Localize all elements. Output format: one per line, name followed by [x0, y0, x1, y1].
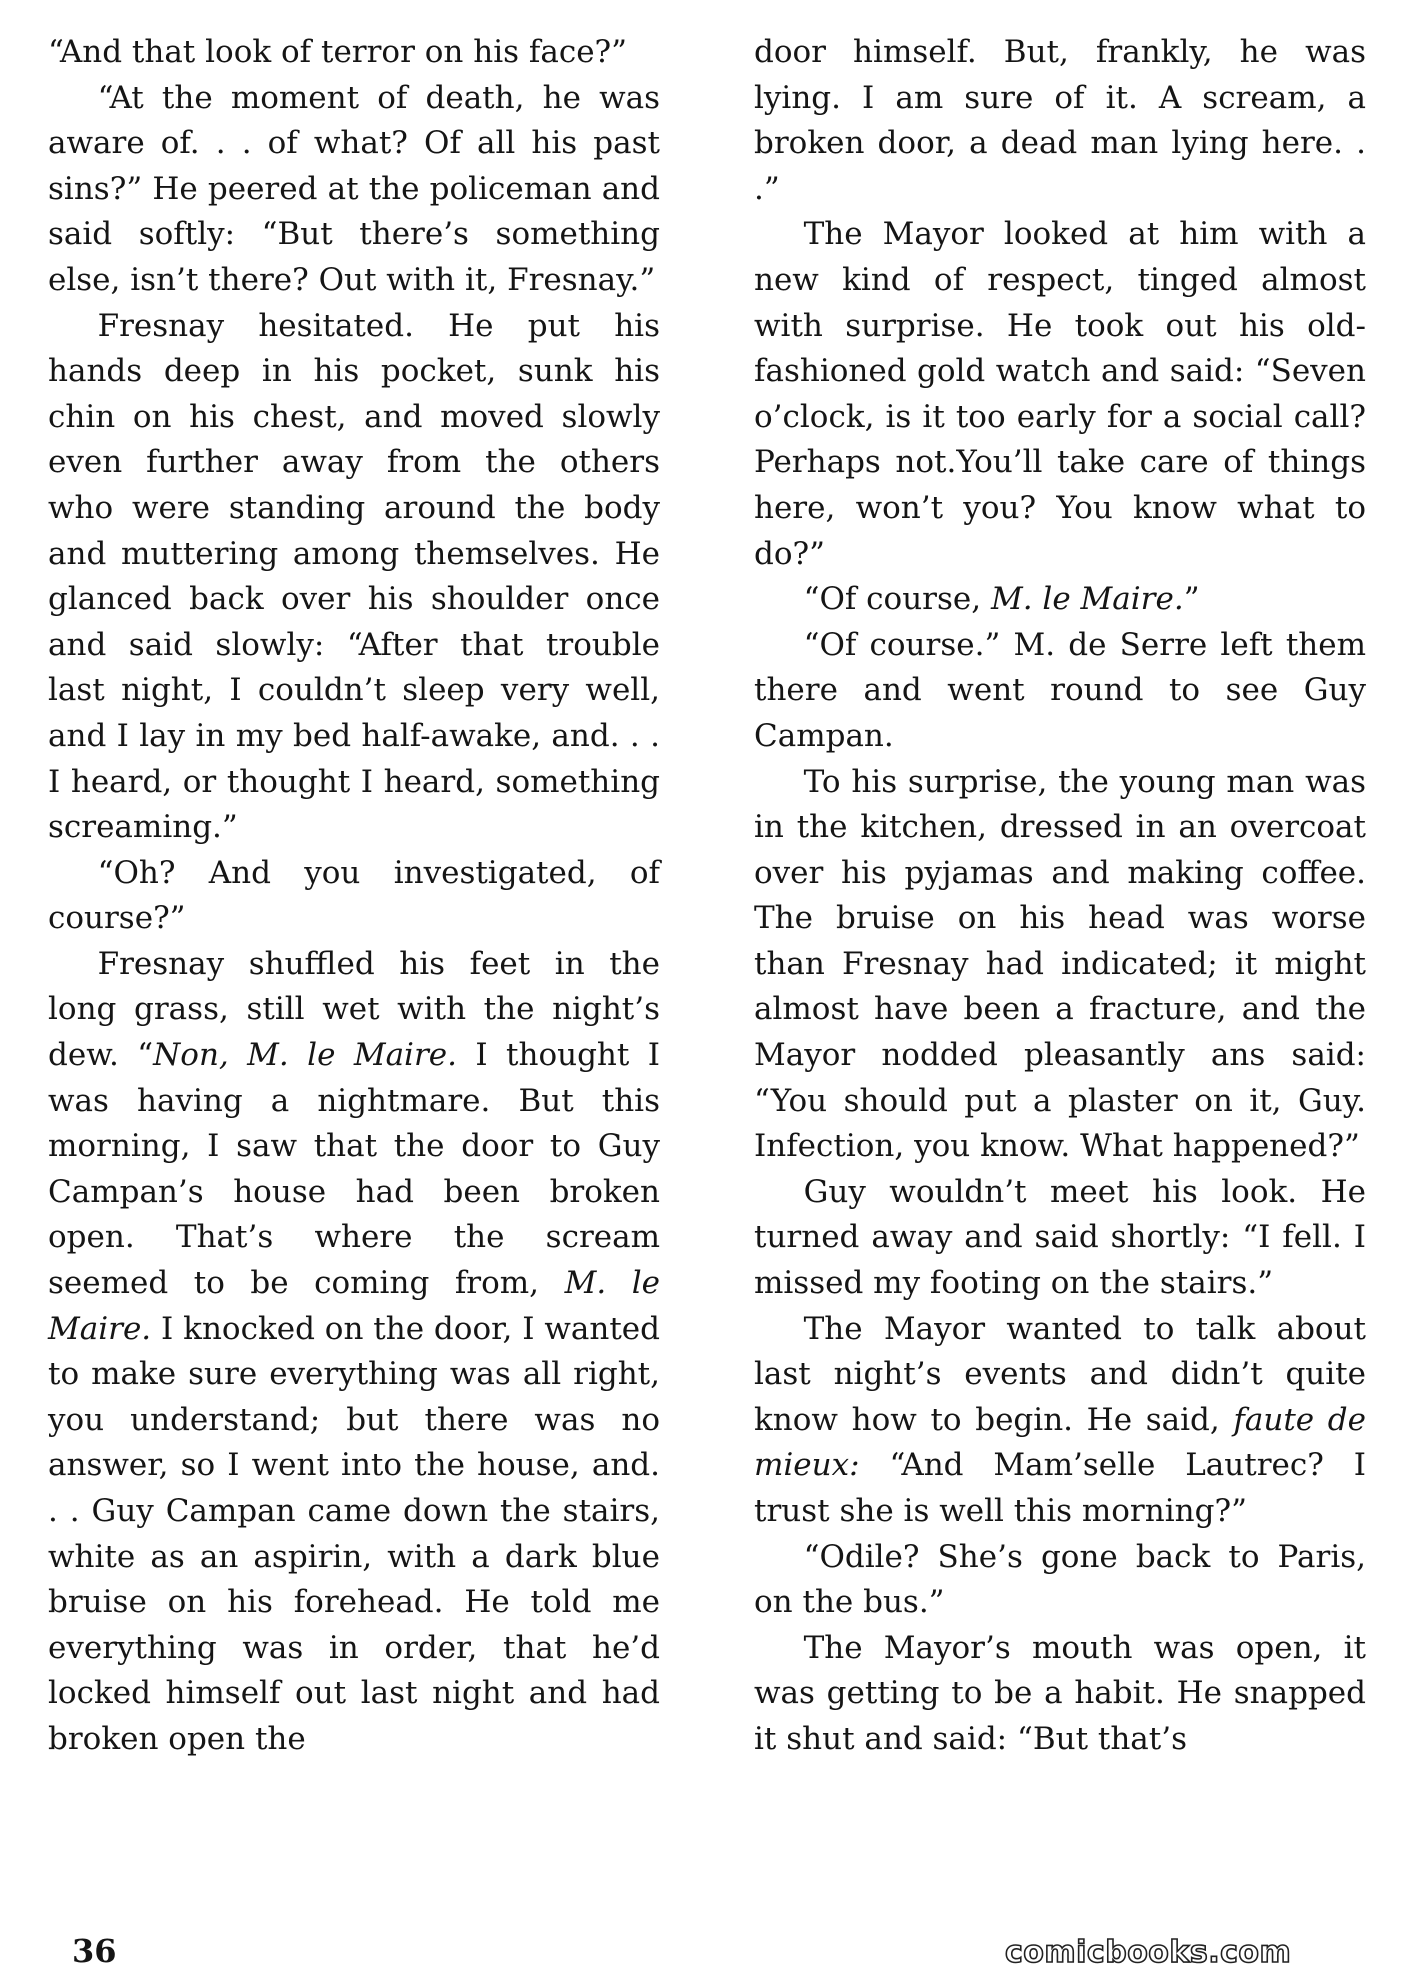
page-number: 36 [72, 1932, 117, 1970]
paragraph: “Odile? She’s gone back to Paris, on the bus.” [754, 1538, 1366, 1621]
text-run: “Of course, [803, 581, 991, 618]
text-run: “And Mam’selle Lautrec? I trust she is well this morning?” [754, 1447, 1366, 1529]
italic-text: Non, M. le Maire. [153, 1037, 457, 1074]
paragraph: Fresnay hesitated. He put his hands deep in his pocket, sunk his chin on his chest, and moved slowly even further away from the others who were standing around the body and muttering among themselves. He glanced back over his shoulder once and said slowly: “After that trouble last night, I couldn’t sleep very well, and I lay in my bed half-awake, and. . . I heard, or thought I heard, something screaming.” [48, 307, 660, 846]
text-run: Fresnay shuffled his feet in the long grass, still wet with the night’s dew. “ [48, 945, 660, 1074]
paragraph: To his surprise, the young man was in the kitchen, dressed in an overcoat over his pyjamas and making coffee. The bruise on his head was worse than Fresnay had indicated; it might almost have been a fracture, and the Mayor nodded pleasantly ans said: “You should put a plaster on it, Guy. Infection, you know. What happened?” [754, 763, 1366, 1165]
paragraph: “And that look of terror on his face?” [48, 34, 628, 70]
left-column [48, 30, 660, 1763]
paragraph: The Mayor looked at him with a new kind of respect, tinged almost with surprise. He took out his old-fashioned gold watch and said: “Seven o’clock, is it too early for a social call? Perhaps not.You’ll take care of things here, won’t you? You know what to do?” [754, 216, 1366, 572]
text-run: ” [1183, 581, 1200, 618]
right-column [754, 30, 1366, 1763]
italic-text: faute de mieux: [754, 1401, 1366, 1484]
paragraph [754, 577, 1366, 623]
italic-text: M. le Maire. [990, 581, 1184, 618]
watermark-logo: comicbooks.com [1005, 1935, 1292, 1970]
text-run: The Mayor wanted to talk about last night’s events and didn’t quite know how to begin. He said, [754, 1310, 1366, 1438]
paragraph: door himself. But, frankly, he was lying. I am sure of it. A scream, a broken door, a dead man lying here. . .” [754, 34, 1366, 207]
text-run: I thought I was having a nightmare. But this morning, I saw that the door to Guy Campan’s house had been broken open. That’s where the scream seemed to be coming from, [48, 1037, 660, 1302]
text-run: I knocked on the door, I wanted to make sure everything was all right, you understand; but there was no answer, so I went into the house, and. . . Guy Campan came down the stairs, white as an aspirin, with a dark blue bruise on his forehead. He told me everything was in order, that he’d locked himself out last night and had broken open the [48, 1310, 660, 1757]
paragraph: Guy wouldn’t meet his look. He turned away and said shortly: “I fell. I missed my footing on the stairs.” [754, 1173, 1366, 1302]
paragraph [48, 942, 660, 1763]
paragraph [754, 1307, 1366, 1535]
paragraph: “Oh? And you investigated, of course?” [48, 854, 660, 937]
paragraph: The Mayor’s mouth was open, it was getting to be a habit. He snapped it shut and said: “But that’s [754, 1629, 1366, 1757]
paragraph: “Of course.” M. de Serre left them there and went round to see Guy Campan. [754, 626, 1366, 754]
paragraph: “At the moment of death, he was aware of. . . of what? Of all his past sins?” He peered at the policeman and said softly: “But there’s something else, isn’t there? Out with it, Fresnay.” [48, 79, 660, 298]
italic-text: M. le Maire. [48, 1265, 660, 1347]
